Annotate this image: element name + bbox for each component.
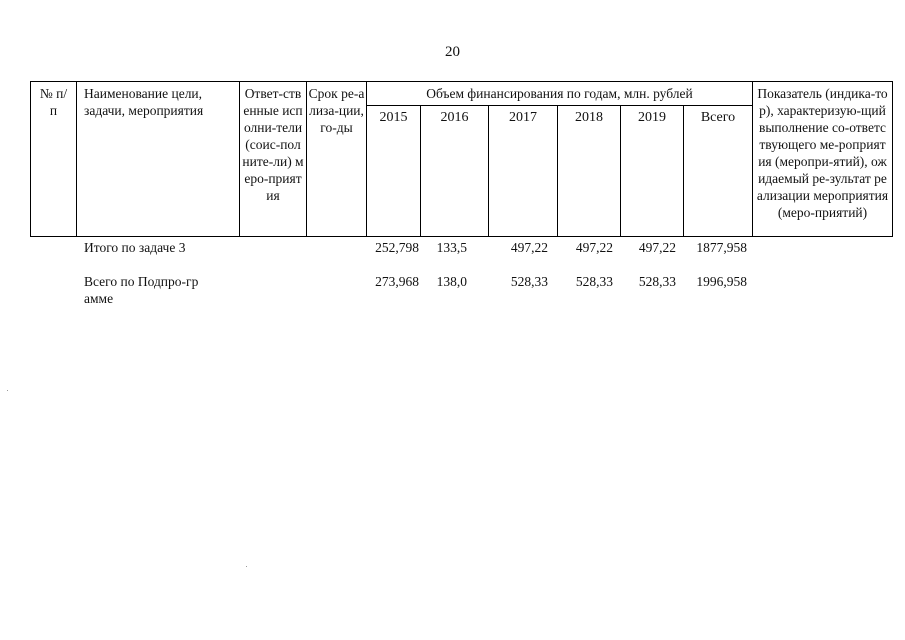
row-total-task3-2015: 252,798	[375, 240, 419, 255]
header-num-text: № п/п	[39, 86, 68, 118]
table-top-border	[30, 81, 893, 82]
row-total-task3-2019: 497,22	[638, 240, 676, 255]
table-header-bottom-border	[30, 236, 893, 237]
header-year-total: Всего	[700, 110, 736, 125]
header-term-text: Срок ре-ализа-ции, го-ды	[308, 86, 365, 135]
scan-speck	[7, 390, 8, 391]
row-total-subprogram-2017: 528,33	[510, 274, 548, 289]
header-year-2018: 2018	[575, 110, 603, 125]
page-number: 20	[445, 44, 460, 60]
funding-subheader-rule	[366, 105, 752, 106]
row-total-task3-label: Итого по задаче 3	[84, 240, 186, 255]
row-total-subprogram-2018: 528,33	[575, 274, 613, 289]
header-year-2019: 2019	[638, 110, 666, 125]
header-year-2017: 2017	[509, 110, 537, 125]
header-name-text: Наименование цели, задачи, мероприятия	[84, 86, 204, 118]
header-term	[307, 85, 366, 136]
header-indicator	[753, 85, 892, 221]
header-responsible-text: Ответ-ственные исполни-тели (соис-полните-ли) меро-приятия	[242, 86, 304, 203]
header-year-2015: 2015	[379, 110, 408, 125]
header-name	[84, 85, 234, 119]
row-total-subprogram-label-text: Всего по Подпро-грамме	[84, 274, 199, 306]
row-total-task3-total: 1877,958	[696, 240, 747, 255]
header-responsible	[240, 85, 306, 204]
border-term-funding	[366, 81, 367, 237]
header-num	[31, 85, 76, 119]
row-total-subprogram-2019: 528,33	[638, 274, 676, 289]
row-total-subprogram-label	[84, 273, 234, 307]
header-funding-group	[367, 85, 752, 102]
header-indicator-text: Показатель (индика-тор), характеризую-щий выполнение со-ответствующего ме-роприятия (меропри-ятий), ожидаемый ре-зультат реализации мероприятия (меро-приятий)	[756, 86, 889, 220]
row-total-subprogram-total: 1996,958	[696, 274, 747, 289]
row-total-subprogram-2015: 273,968	[375, 274, 419, 289]
row-total-task3-2016: 133,5	[436, 240, 467, 255]
row-total-subprogram-2016: 138,0	[436, 274, 467, 289]
row-total-task3-2017: 497,22	[510, 240, 548, 255]
header-funding-group-text: Объем финансирования по годам, млн. рублей	[426, 86, 693, 101]
row-total-task3-2018: 497,22	[575, 240, 613, 255]
header-year-2016: 2016	[440, 110, 469, 125]
border-right	[892, 81, 893, 237]
border-num-name	[76, 81, 77, 237]
scan-speck	[246, 566, 247, 567]
